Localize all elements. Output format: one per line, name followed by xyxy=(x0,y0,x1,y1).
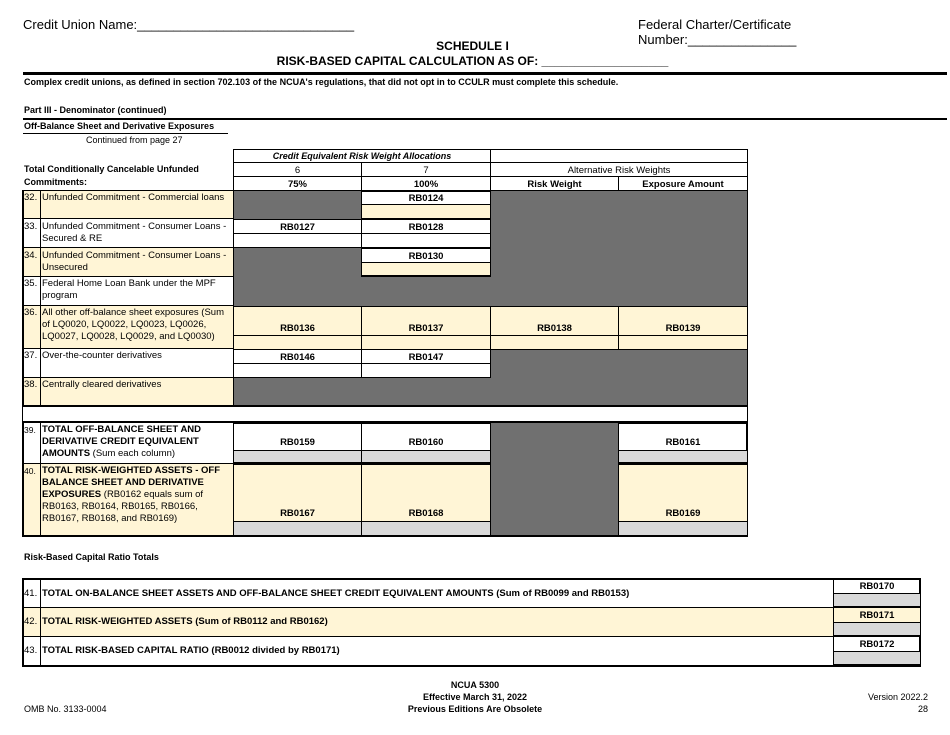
row-label-cont3: RB0167, RB0168, and RB0169) xyxy=(42,513,178,524)
table-row-39 xyxy=(24,423,233,464)
row-label-cont: BALANCE SHEET AND DERIVATIVE xyxy=(42,477,204,488)
row-label-bold: EXPOSURES xyxy=(42,489,102,500)
total-41-code-cell xyxy=(833,578,921,594)
code-rb0136: RB0136 xyxy=(280,323,315,334)
r32-c7-code-cell xyxy=(361,191,491,205)
col6-pct-cell xyxy=(233,176,362,191)
row-number: 36. xyxy=(24,307,38,318)
table-row-38 xyxy=(24,378,233,405)
row-number: 37. xyxy=(24,350,38,361)
r36-c7-code-cell xyxy=(361,306,491,336)
row-number: 35. xyxy=(24,278,38,289)
table-row-32 xyxy=(24,191,233,219)
r39-40-rw-shaded xyxy=(490,423,619,535)
col-group-header xyxy=(233,149,491,163)
r33-c7-input[interactable] xyxy=(361,233,491,248)
r40-ea-code-cell xyxy=(618,464,748,522)
exposure-amount-header: Exposure Amount xyxy=(642,179,724,190)
r36-c6-code-cell xyxy=(233,306,362,336)
r39-c6-code-cell xyxy=(233,423,362,451)
r40-c7-code-cell xyxy=(361,464,491,522)
code-rb0171: RB0171 xyxy=(859,610,895,621)
row-label: Unfunded Commitment - Consumer Loans - xyxy=(42,221,227,232)
r34-c7-input[interactable] xyxy=(361,262,491,277)
r36-c6-input[interactable] xyxy=(233,335,362,350)
col7-number: 7 xyxy=(423,165,429,176)
row-header-line1: Total Conditionally Cancelable Unfunded xyxy=(24,164,199,174)
r39-c6-input[interactable] xyxy=(233,450,362,464)
r34-c6-shaded xyxy=(233,248,361,277)
section-heading: Off-Balance Sheet and Derivative Exposures xyxy=(24,121,215,131)
r36-c7-input[interactable] xyxy=(361,335,491,350)
alt-shaded-block-bottom xyxy=(490,349,747,405)
r37-c7-code-cell xyxy=(361,349,491,364)
row-number: 41. xyxy=(24,588,38,599)
row-number: 39. xyxy=(24,425,36,435)
total-43-code-cell xyxy=(833,636,921,652)
row-header-line2: Commitments: xyxy=(24,177,88,187)
total-row-42 xyxy=(24,608,833,637)
r37-c6-input[interactable] xyxy=(233,363,362,378)
code-rb0128: RB0128 xyxy=(408,222,444,233)
r37-c7-input[interactable] xyxy=(361,363,491,378)
table-row-34 xyxy=(24,248,233,277)
code-rb0127: RB0127 xyxy=(280,222,315,233)
table-row-40 xyxy=(24,464,233,535)
row-number: 43. xyxy=(24,645,38,656)
col-group-label: Credit Equivalent Risk Weight Allocations xyxy=(272,151,452,161)
alt-shaded-block-top xyxy=(490,191,747,307)
totals-heading: Risk-Based Capital Ratio Totals xyxy=(24,552,159,562)
row-label: TOTAL ON-BALANCE SHEET ASSETS AND OFF-BALANCE SHEET CREDIT EQUIVALENT AMOUNTS (Sum of RB0099 and RB0153) xyxy=(42,588,630,599)
code-rb0168: RB0168 xyxy=(408,508,444,519)
omb-number: OMB No. 3133-0004 xyxy=(24,704,107,714)
r39-c7-code-cell xyxy=(361,423,491,451)
table-row-37 xyxy=(24,349,233,378)
spacer-row xyxy=(22,406,748,422)
code-rb0137: RB0137 xyxy=(408,323,444,334)
r33-c7-code-cell xyxy=(361,219,491,234)
row-label-cont: of LQ0020, LQ0022, LQ0023, LQ0026, xyxy=(42,319,207,330)
row-label: Unfunded Commitment - Commercial loans xyxy=(42,192,225,203)
row-number: 32. xyxy=(24,192,38,203)
r37-c6-code-cell xyxy=(233,349,362,364)
credit-union-name-label: Credit Union Name:______________________________ xyxy=(23,17,355,32)
row-label-note: (RB0162 equals sum of xyxy=(101,489,204,500)
row-label: Unfunded Commitment - Consumer Loans - xyxy=(42,250,227,261)
form-name: NCUA 5300 xyxy=(450,680,500,690)
col7-number-cell xyxy=(361,162,491,177)
r40-ea-input[interactable] xyxy=(618,521,748,536)
r40-c7-input[interactable] xyxy=(361,521,491,536)
col6-number-cell xyxy=(233,162,362,177)
code-rb0146: RB0146 xyxy=(280,352,315,363)
r33-c6-input[interactable] xyxy=(233,233,362,248)
code-rb0139: RB0139 xyxy=(665,323,701,334)
row-label: TOTAL RISK-WEIGHTED ASSETS (Sum of RB0112 and RB0162) xyxy=(42,616,328,627)
effective-date: Effective March 31, 2022 xyxy=(422,692,528,702)
total-42-input[interactable] xyxy=(833,622,921,637)
row-label: TOTAL OFF-BALANCE SHEET AND xyxy=(42,424,202,435)
part-rule xyxy=(23,118,947,120)
code-rb0130: RB0130 xyxy=(408,251,444,262)
col6-number: 6 xyxy=(294,165,301,176)
row-label-cont: Unsecured xyxy=(42,262,88,273)
part-heading: Part III - Denominator (continued) xyxy=(24,105,167,115)
risk-weight-header-cell xyxy=(490,176,619,191)
col7-pct: 100% xyxy=(413,179,439,190)
row-label-cont2: LQ0027, LQ0028, LQ0029, and LQ0030) xyxy=(42,331,215,342)
col7-pct-cell xyxy=(361,176,491,191)
code-rb0147: RB0147 xyxy=(408,352,444,363)
code-rb0169: RB0169 xyxy=(665,508,701,519)
r39-ea-code-cell xyxy=(618,423,748,451)
row-number: 34. xyxy=(24,250,38,261)
row-label-cont: program xyxy=(42,290,78,301)
exposure-amount-header-cell xyxy=(618,176,748,191)
col6-pct: 75% xyxy=(287,179,307,190)
version: Version 2022.2 xyxy=(867,692,928,702)
row-label-note: (Sum each column) xyxy=(90,448,176,459)
r38-shaded xyxy=(233,378,491,405)
r40-c6-input[interactable] xyxy=(233,521,362,536)
r36-ea-code-cell xyxy=(618,306,748,336)
schedule-title: SCHEDULE I xyxy=(436,39,509,53)
obsolete-note: Previous Editions Are Obsolete xyxy=(407,704,543,714)
row-number: 40. xyxy=(24,466,36,476)
table-row-36 xyxy=(24,306,233,349)
code-rb0159: RB0159 xyxy=(280,437,315,448)
code-rb0124: RB0124 xyxy=(408,193,444,204)
code-rb0170: RB0170 xyxy=(859,581,895,592)
r33-c6-code-cell xyxy=(233,219,362,234)
total-41-input[interactable] xyxy=(833,593,921,608)
code-rb0160: RB0160 xyxy=(408,437,444,448)
section-underline xyxy=(23,133,228,134)
row-label-bold: AMOUNTS xyxy=(42,448,91,459)
row-label: Centrally cleared derivatives xyxy=(42,379,162,390)
risk-weight-header: Risk Weight xyxy=(527,179,582,190)
total-43-input[interactable] xyxy=(833,651,921,665)
charter-number-label: Federal Charter/Certificate Number:_______________ xyxy=(638,17,797,47)
r35-shaded xyxy=(233,277,491,307)
code-rb0138: RB0138 xyxy=(537,323,572,334)
row-label-cont: Secured & RE xyxy=(42,233,103,244)
row-number: 42. xyxy=(24,616,38,627)
alt-group-header-blank xyxy=(490,149,748,163)
row-label: Over-the-counter derivatives xyxy=(42,350,162,361)
row-number: 33. xyxy=(24,221,38,232)
code-rb0161: RB0161 xyxy=(665,437,701,448)
alt-weights-header xyxy=(490,162,748,177)
r36-rw-code-cell xyxy=(490,306,619,336)
total-42-code-cell xyxy=(833,607,921,623)
r40-c6-code-cell xyxy=(233,464,362,522)
header-rule xyxy=(23,72,947,75)
code-rb0172: RB0172 xyxy=(859,639,895,650)
continued-note: Continued from page 27 xyxy=(86,135,183,145)
applicability-note: Complex credit unions, as defined in section 702.103 of the NCUA's regulations, that did not opt in to CCULR must complete this schedule. xyxy=(24,77,619,87)
total-row-41 xyxy=(24,580,833,608)
r39-ea-input[interactable] xyxy=(618,450,748,464)
r34-c7-code-cell xyxy=(361,248,491,263)
table-row-33 xyxy=(24,219,233,248)
r39-c7-input[interactable] xyxy=(361,450,491,464)
row-label: Federal Home Loan Bank under the MPF xyxy=(42,278,216,289)
row-number: 38. xyxy=(24,379,38,390)
row-label: All other off-balance sheet exposures (Sum xyxy=(42,307,225,318)
total-row-43 xyxy=(24,637,833,665)
code-rb0167: RB0167 xyxy=(280,508,315,519)
r36-rw-input[interactable] xyxy=(490,335,619,350)
r32-c7-input[interactable] xyxy=(361,204,491,219)
page-number: 28 xyxy=(917,704,928,714)
alt-weights-label: Alternative Risk Weights xyxy=(567,165,671,176)
row-label-cont2: RB0163, RB0164, RB0165, RB0166, xyxy=(42,501,198,512)
table-row-35 xyxy=(24,277,233,306)
r32-c6-shaded xyxy=(233,191,361,219)
row-label: TOTAL RISK-BASED CAPITAL RATIO (RB0012 divided by RB0171) xyxy=(42,645,340,656)
page-title: RISK-BASED CAPITAL CALCULATION AS OF: ___________________ xyxy=(276,54,669,68)
r36-ea-input[interactable] xyxy=(618,335,748,350)
row-label: TOTAL RISK-WEIGHTED ASSETS - OFF xyxy=(42,465,221,476)
row-label-cont: DERIVATIVE CREDIT EQUIVALENT xyxy=(42,436,199,447)
